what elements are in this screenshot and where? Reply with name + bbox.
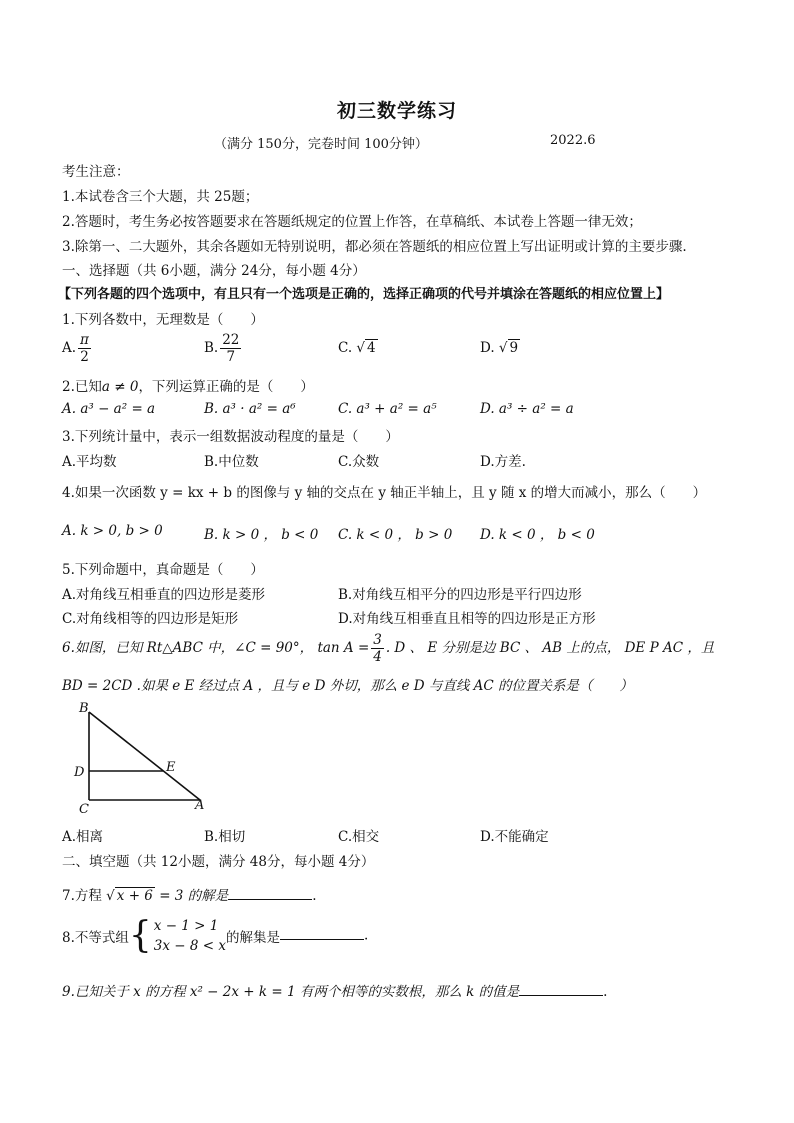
q9-end: . <box>603 984 608 1000</box>
exam-info: （满分 150分，完卷时间 100分钟） <box>214 137 428 152</box>
q2-option-c: C. a³ + a² = a⁵ <box>338 401 437 417</box>
q2-option-b: B. a³ · a² = a⁶ <box>204 401 296 417</box>
q3-option-b: B.中位数 <box>204 454 259 470</box>
label-c: C <box>79 802 89 817</box>
q1-c-label: C. <box>338 340 353 356</box>
notice-heading: 考生注意： <box>62 164 130 180</box>
q8-end: . <box>364 927 369 944</box>
q6-triangle-figure <box>70 698 210 818</box>
q7-pre: 7.方程 <box>62 888 102 904</box>
q8-eq1: x − 1 > 1 <box>153 918 219 934</box>
segment-ab <box>89 712 200 800</box>
q4-stem: 4.如果一次函数 y = kx + b 的图像与 y 轴的交点在 y 轴正半轴上，且 y 随 x 的增大而减小，那么（ ） <box>62 485 707 501</box>
q2-stem <box>62 375 314 395</box>
q7-end: . <box>312 888 317 904</box>
q5-option-d: D.对角线互相垂直且相等的四边形是正方形 <box>338 611 596 627</box>
q6-option-b: B.相切 <box>204 829 246 845</box>
q1-a-label: A. <box>62 340 77 356</box>
exam-date: 2022.6 <box>550 133 596 148</box>
q6-tan-den: 4 <box>373 649 382 665</box>
label-a: A <box>195 798 205 813</box>
q5-option-b: B.对角线互相平分的四边形是平行四边形 <box>338 587 582 603</box>
section-2-heading: 二、填空题（共 12小题，满分 48分，每小题 4分） <box>62 854 375 870</box>
label-b: B <box>79 701 89 716</box>
q7: 7.方程 √ x + 6 = 3 的解是 . <box>62 884 316 904</box>
q4-option-c: C. k < 0 ， b > 0 <box>338 527 453 543</box>
q7-post: = 3 的解是 <box>154 888 229 904</box>
q8-answer-blank[interactable] <box>280 925 364 940</box>
q8-system <box>154 916 226 956</box>
q3-option-a: A.平均数 <box>62 454 117 470</box>
q2-option-d: D. a³ ÷ a² = a <box>480 401 574 417</box>
q1-d-radicand: 9 <box>509 340 519 356</box>
q6-line-1 <box>62 632 714 665</box>
q1-b-fraction <box>220 332 241 365</box>
q6-option-c: C.相交 <box>338 829 380 845</box>
q1-a-num: π <box>80 332 89 348</box>
q1-option-d: D. √ 9 <box>480 340 519 356</box>
q6-tan-num: 3 <box>373 632 382 648</box>
q6-option-a: A.相离 <box>62 829 104 845</box>
notice-item-2: 2.答题时，考生务必按答题要求在答题纸规定的位置上作答，在草稿纸、本试卷上答题一律无效； <box>62 214 642 230</box>
q6-line1-pre: 6.如图，已知 Rt△ABC 中，∠C = 90°， tan A = <box>62 640 370 656</box>
section-1-instruction: 【下列各题的四个选项中，有且只有一个选项是正确的，选择正确项的代号并填涂在答题纸的相应位置上】 <box>58 287 670 302</box>
q3-option-d: D.方差. <box>480 454 526 470</box>
q8-post: 的解集是 <box>226 930 280 946</box>
q1-a-den: 2 <box>80 349 89 365</box>
q1-option-b <box>204 332 243 365</box>
q1-c-radicand: 4 <box>367 340 376 356</box>
q9-answer-blank[interactable] <box>519 981 603 996</box>
q1-b-num: 22 <box>222 332 240 348</box>
q1-stem: 1.下列各数中，无理数是（ ） <box>62 312 264 328</box>
q1-option-c: C. √ 4 <box>338 340 376 356</box>
q2-stem-pre: 2.已知 <box>62 379 102 395</box>
q8 <box>62 916 368 956</box>
q4-option-b: B. k > 0 ， b < 0 <box>204 527 319 543</box>
q1-a-fraction <box>78 332 91 365</box>
q4-option-a: A. k > 0, b > 0 <box>62 523 163 539</box>
notice-item-3: 3.除第一、二大题外，其余各题如无特别说明，都必须在答题纸的相应位置上写出证明或计算的主要步骤. <box>62 239 687 255</box>
q6-tan-fraction <box>371 632 384 665</box>
q8-eq2: 3x − 8 < x <box>153 938 226 954</box>
q6-line-2: BD = 2CD .如果 e E 经过点 A ，且与 e D 外切，那么 e D 与直线 AC 的位置关系是（ ） <box>62 678 634 694</box>
q6-option-d: D.不能确定 <box>480 829 549 845</box>
q2-stem-post: ，下列运算正确的是（ ） <box>138 379 314 395</box>
q4-option-d: D. k < 0 ， b < 0 <box>480 527 595 543</box>
q6-line1-post: . D 、 E 分别是边 BC 、 AB 上的点， DE Ρ AC ，且 <box>385 640 715 656</box>
label-e: E <box>166 760 176 775</box>
q1-option-a <box>62 332 93 365</box>
q9-text: 9.已知关于 x 的方程 x² − 2x + k = 1 有两个相等的实数根，那么 k 的值是 <box>62 984 520 1000</box>
q1-d-label: D. <box>480 340 495 356</box>
q5-option-c: C.对角线相等的四边形是矩形 <box>62 611 239 627</box>
q2-option-a: A. a³ − a² = a <box>62 401 156 417</box>
q1-b-label: B. <box>204 340 219 356</box>
q5-stem: 5.下列命题中，真命题是（ ） <box>62 562 264 578</box>
q2-condition: a ≠ 0 <box>101 379 139 395</box>
q9 <box>62 980 607 1000</box>
notice-item-1: 1.本试卷含三个大题，共 25题； <box>62 189 259 205</box>
q7-radicand: x + 6 <box>116 888 153 904</box>
q7-answer-blank[interactable] <box>228 885 312 900</box>
q3-option-c: C.众数 <box>338 454 380 470</box>
q8-pre: 8.不等式组 <box>62 930 129 946</box>
q5-option-a: A.对角线互相垂直的四边形是菱形 <box>62 587 266 603</box>
label-d: D <box>74 765 85 780</box>
page-title: 初三数学练习 <box>336 100 457 122</box>
q1-b-den: 7 <box>226 349 236 365</box>
section-1-heading: 一、选择题（共 6小题，满分 24分，每小题 4分） <box>62 263 366 279</box>
q3-stem: 3.下列统计量中，表示一组数据波动程度的量是（ ） <box>62 429 399 445</box>
q8-brace: { <box>128 915 152 956</box>
